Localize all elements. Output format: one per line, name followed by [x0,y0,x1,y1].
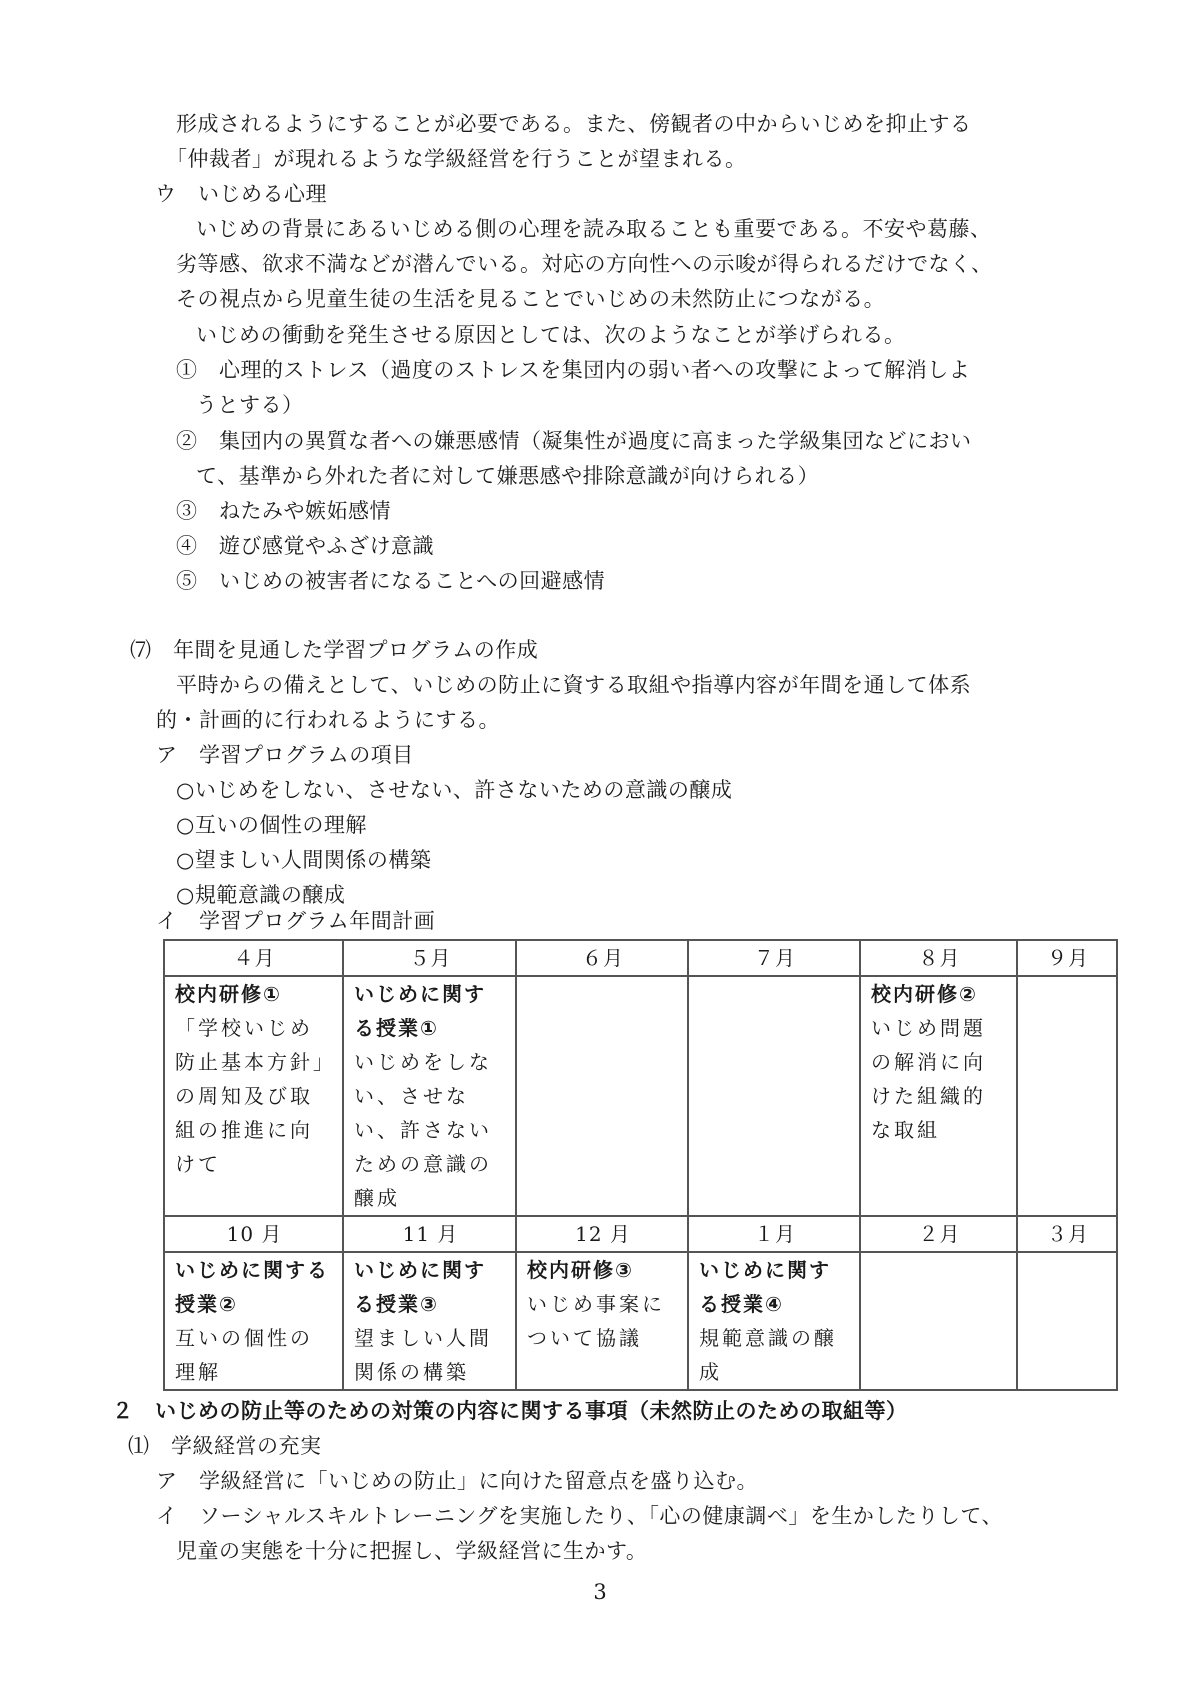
cause-item: ② 集団内の異質な者への嫌悪感情（凝集性が過度に高まった学級集団などにおい [176,429,972,453]
plan-cell-text: いじめをしない、させない、許さないための意識の醸成 [354,1050,492,1210]
plan-cell-text: いじめ問題の解消に向けた組織的な取組 [871,1016,986,1142]
plan-cell-title: いじめに関する授業④ [699,1258,831,1316]
plan-cell-text: いじめ事案について協議 [527,1292,665,1350]
paragraph-line: 平時からの備えとして、いじめの防止に資する取組や指導内容が年間を通して体系 [176,673,972,697]
paragraph-line: 的・計画的に行われるようにする。 [156,708,500,732]
plan-cell [164,976,343,1216]
program-item: ○規範意識の醸成 [176,883,346,907]
plan-content-row [164,1252,1117,1390]
plan-cell-title: 校内研修② [871,982,978,1006]
plan-cell-text: 「学校いじめ防止基本方針」の周知及び取組の推進に向けて [175,1016,326,1176]
plan-cell-text: 互いの個性の理解 [175,1326,313,1384]
paragraph-line: 児童の実態を十分に把握し、学級経営に生かす。 [176,1539,648,1563]
plan-cell-title: 校内研修③ [527,1258,634,1282]
plan-cell [688,976,860,1216]
plan-cell-text: 望ましい人間関係の構築 [354,1326,492,1384]
section-2-heading: ２ いじめの防止等のための対策の内容に関する事項（未然防止のための取組等） [112,1399,908,1423]
plan-cell [1017,976,1117,1216]
annual-plan-table [163,939,1118,1391]
paragraph-line: 劣等感、欲求不満などが潜んでいる。対応の方向性への示唆が得られるだけでなく、 [176,252,993,276]
month-header: ４月 [164,940,343,976]
plan-cell [343,1252,516,1390]
cause-item: ③ ねたみや嫉妬感情 [176,499,391,523]
month-header: ７月 [688,940,860,976]
plan-cell [860,976,1017,1216]
paragraph-line: いじめの衝動を発生させる原因としては、次のようなことが挙げられる。 [196,323,906,347]
subheading-i: イ 学習プログラム年間計画 [156,909,436,933]
month-header: ５月 [343,940,516,976]
paragraph-line: イ ソーシャルスキルトレーニングを実施したり、「心の健康調べ」を生かしたりして、 [156,1504,1003,1528]
month-header: ６月 [516,940,688,976]
month-header-row [164,1216,1117,1252]
month-header: 12 月 [516,1216,688,1252]
plan-cell [516,976,688,1216]
month-header: ２月 [860,1216,1017,1252]
subheading-a: ア 学習プログラムの項目 [156,743,414,767]
program-item: ○望ましい人間関係の構築 [176,848,432,872]
subheading-u: ウ いじめる心理 [155,182,327,206]
plan-cell-title: いじめに関する授業① [354,982,486,1040]
plan-cell-title: いじめに関する授業② [175,1258,329,1316]
page-number: 3 [593,1580,607,1604]
program-item: ○互いの個性の理解 [176,813,367,837]
plan-cell-title: 校内研修① [175,982,282,1006]
plan-cell [1017,1252,1117,1390]
plan-cell [164,1252,343,1390]
cause-item: ⑤ いじめの被害者になることへの回避感情 [176,569,606,593]
cause-item-continuation: て、基準から外れた者に対して嫌悪感や排除意識が向けられる） [196,464,820,488]
month-header: 10 月 [164,1216,343,1252]
month-header: 11 月 [343,1216,516,1252]
paragraph-line: ア 学級経営に「いじめの防止」に向けた留意点を盛り込む。 [156,1469,758,1493]
plan-cell [688,1252,860,1390]
plan-cell-title: いじめに関する授業③ [354,1258,486,1316]
month-header: ９月 [1017,940,1117,976]
month-header: ８月 [860,940,1017,976]
cause-item: ① 心理的ストレス（過度のストレスを集団内の弱い者への攻撃によって解消しよ [176,358,971,382]
plan-cell-text: 規範意識の醸成 [699,1326,837,1384]
plan-cell [516,1252,688,1390]
section-2-sub1-heading: ⑴ 学級経営の充実 [128,1434,322,1458]
plan-cell [343,976,516,1216]
month-header: ３月 [1017,1216,1117,1252]
cause-item-continuation: うとする） [196,393,304,417]
paragraph-line: いじめの背景にあるいじめる側の心理を読み取ることも重要である。不安や葛藤、 [196,217,992,241]
month-header-row [164,940,1117,976]
plan-cell [860,1252,1017,1390]
paragraph-line: 「仲裁者」が現れるような学級経営を行うことが望まれる。 [166,147,747,171]
paragraph-line: その視点から児童生徒の生活を見ることでいじめの未然防止につながる。 [176,287,886,311]
program-item: ○いじめをしない、させない、許さないための意識の醸成 [176,778,733,802]
month-header: １月 [688,1216,860,1252]
plan-content-row [164,976,1117,1216]
paragraph-line: 形成されるようにすることが必要である。また、傍観者の中からいじめを抑止する [176,112,972,136]
section-7-heading: ⑺ 年間を見通した学習プログラムの作成 [130,638,539,662]
cause-item: ④ 遊び感覚やふざけ意識 [176,534,434,558]
